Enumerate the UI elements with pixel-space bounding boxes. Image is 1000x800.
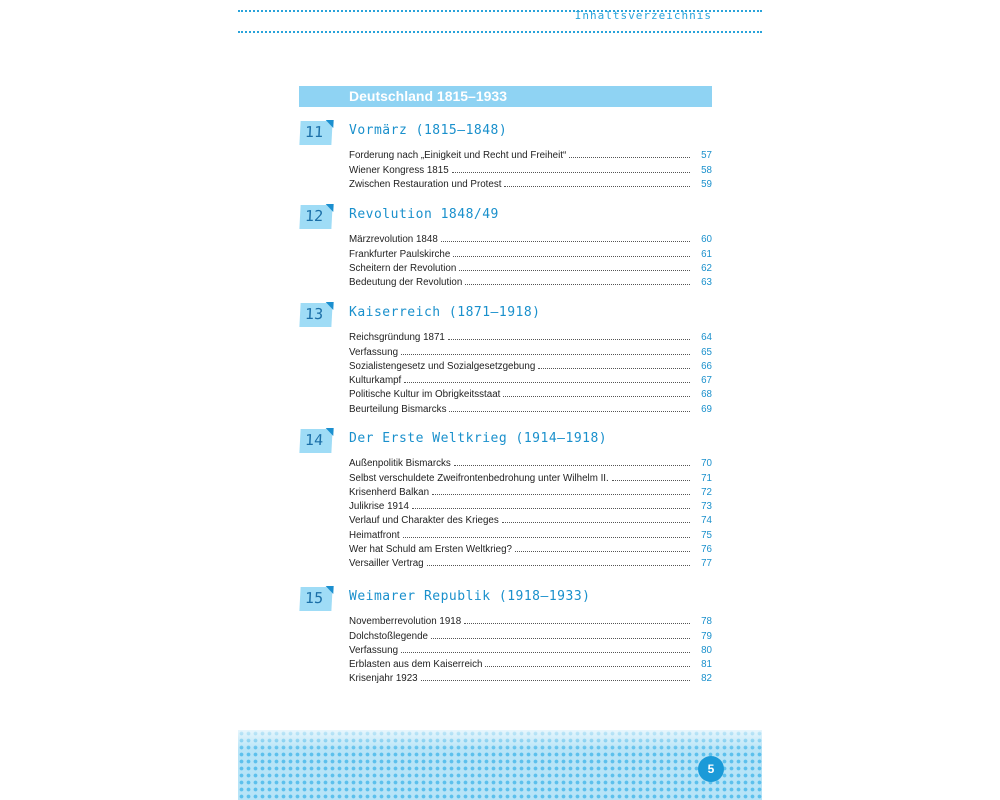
entry-page-number: 57 [701,150,712,162]
entry-page-number: 65 [701,346,712,358]
dot-leader [403,537,690,538]
chapter-number-badge [299,429,332,453]
entry-title: Versailler Vertrag [349,558,427,569]
dot-leader [612,480,690,481]
entry-title: Julikrise 1914 [349,501,412,512]
dot-leader [441,241,690,242]
dot-leader [431,638,690,639]
dot-leader [449,411,690,412]
header-dotted-rule-bottom [238,31,762,33]
dot-leader [448,339,690,340]
toc-entry[interactable] [349,343,712,357]
chapter-number-badge [299,303,332,327]
toc-entry[interactable] [349,498,712,512]
toc-entry[interactable] [349,613,712,627]
entry-page-number: 79 [701,630,712,642]
chapter-title[interactable]: Weimarer Republik (1918–1933) [349,589,591,604]
entry-page-number: 61 [701,248,712,260]
entry-title: Novemberrevolution 1918 [349,616,464,627]
toc-entry[interactable] [349,372,712,386]
entry-title: Reichsgründung 1871 [349,332,448,343]
dot-leader [504,186,690,187]
entry-list [349,613,712,684]
chapter-number: 11 [304,123,324,141]
dot-leader [421,680,690,681]
toc-entry[interactable] [349,642,712,656]
toc-entry[interactable] [349,400,712,414]
entry-title: Beurteilung Bismarcks [349,404,449,415]
dot-leader [465,284,690,285]
dot-leader [538,368,690,369]
dot-leader [454,465,690,466]
entry-page-number: 75 [701,529,712,541]
entry-title: Zwischen Restauration und Protest [349,179,504,190]
toc-entry[interactable] [349,358,712,372]
dot-leader [515,551,690,552]
toc-entry[interactable] [349,245,712,259]
entry-list [349,231,712,288]
dot-leader [401,354,690,355]
toc-entry[interactable] [349,555,712,569]
entry-page-number: 81 [701,659,712,671]
footer-fade [238,720,762,750]
entry-title: Frankfurter Paulskirche [349,249,453,260]
entry-title: Krisenjahr 1923 [349,673,421,684]
dot-leader [502,522,690,523]
entry-page-number: 62 [701,262,712,274]
chapter-number-badge [299,587,332,611]
entry-page-number: 72 [701,486,712,498]
entry-title: Verfassung [349,645,401,656]
entry-list [349,147,712,190]
toc-entry[interactable] [349,656,712,670]
entry-title: Selbst verschuldete Zweifrontenbedrohung unter Wilhelm II. [349,473,612,484]
dot-leader [452,172,690,173]
toc-entry[interactable] [349,670,712,684]
entry-title: Forderung nach „Einigkeit und Recht und Freiheit“ [349,150,569,161]
dot-leader [404,382,690,383]
entry-title: Wiener Kongress 1815 [349,165,452,176]
entry-title: Erblasten aus dem Kaiserreich [349,659,485,670]
entry-title: Wer hat Schuld am Ersten Weltkrieg? [349,544,515,555]
entry-page-number: 67 [701,375,712,387]
entry-page-number: 63 [701,277,712,289]
toc-entry[interactable] [349,161,712,175]
dot-leader [485,666,690,667]
toc-entry[interactable] [349,526,712,540]
chapter-number-badge [299,205,332,229]
chapter-number: 12 [304,207,324,225]
entry-page-number: 77 [701,558,712,570]
toc-entry[interactable] [349,260,712,274]
entry-title: Außenpolitik Bismarcks [349,458,454,469]
entry-page-number: 58 [701,164,712,176]
entry-page-number: 66 [701,360,712,372]
entry-page-number: 69 [701,403,712,415]
chapter-number: 14 [304,431,324,449]
entry-title: Sozialistengesetz und Sozialgesetzgebung [349,361,538,372]
entry-title: Heimatfront [349,530,403,541]
chapter-number: 15 [304,589,324,607]
toc-entry[interactable] [349,469,712,483]
section-banner [299,86,712,107]
chapter-title[interactable]: Vormärz (1815–1848) [349,123,508,138]
entry-page-number: 59 [701,178,712,190]
chapter-number-badge [299,121,332,145]
entry-page-number: 78 [701,616,712,628]
entry-page-number: 74 [701,515,712,527]
entry-list [349,455,712,569]
entry-title: Märzrevolution 1848 [349,234,441,245]
toc-entry[interactable] [349,484,712,498]
chapter-title[interactable]: Kaiserreich (1871–1918) [349,305,541,320]
entry-title: Krisenherd Balkan [349,487,432,498]
toc-entry[interactable] [349,176,712,190]
entry-page-number: 82 [701,673,712,685]
entry-page-number: 64 [701,332,712,344]
entry-title: Dolchstoßlegende [349,631,431,642]
entry-page-number: 60 [701,234,712,246]
toc-entry[interactable] [349,541,712,555]
entry-page-number: 76 [701,544,712,556]
dot-leader [401,652,690,653]
entry-title: Politische Kultur im Obrigkeitsstaat [349,389,503,400]
toc-entry[interactable] [349,386,712,400]
toc-entry[interactable] [349,231,712,245]
toc-entry[interactable] [349,329,712,343]
entry-page-number: 80 [701,644,712,656]
running-header: Inhaltsverzeichnis [574,9,712,22]
entry-list [349,329,712,415]
page-number: 5 [698,756,724,782]
toc-entry[interactable] [349,274,712,288]
dot-leader [427,565,690,566]
entry-page-number: 73 [701,501,712,513]
dot-leader [412,508,690,509]
entry-page-number: 70 [701,458,712,470]
dot-leader [459,270,690,271]
dot-leader [503,396,690,397]
entry-page-number: 68 [701,389,712,401]
toc-entry[interactable] [349,147,712,161]
toc-entry[interactable] [349,455,712,469]
dot-leader [464,623,690,624]
toc-entry[interactable] [349,512,712,526]
dot-leader [569,157,690,158]
section-title: Deutschland 1815–1933 [349,88,507,104]
entry-title: Kulturkampf [349,375,404,386]
entry-page-number: 71 [701,472,712,484]
chapter-title[interactable]: Der Erste Weltkrieg (1914–1918) [349,431,608,446]
entry-title: Bedeutung der Revolution [349,277,465,288]
toc-entry[interactable] [349,627,712,641]
chapter-number: 13 [304,305,324,323]
entry-title: Verfassung [349,347,401,358]
entry-title: Scheitern der Revolution [349,263,459,274]
chapter-title[interactable]: Revolution 1848/49 [349,207,499,222]
dot-leader [432,494,690,495]
entry-title: Verlauf und Charakter des Krieges [349,515,502,526]
dot-leader [453,256,690,257]
